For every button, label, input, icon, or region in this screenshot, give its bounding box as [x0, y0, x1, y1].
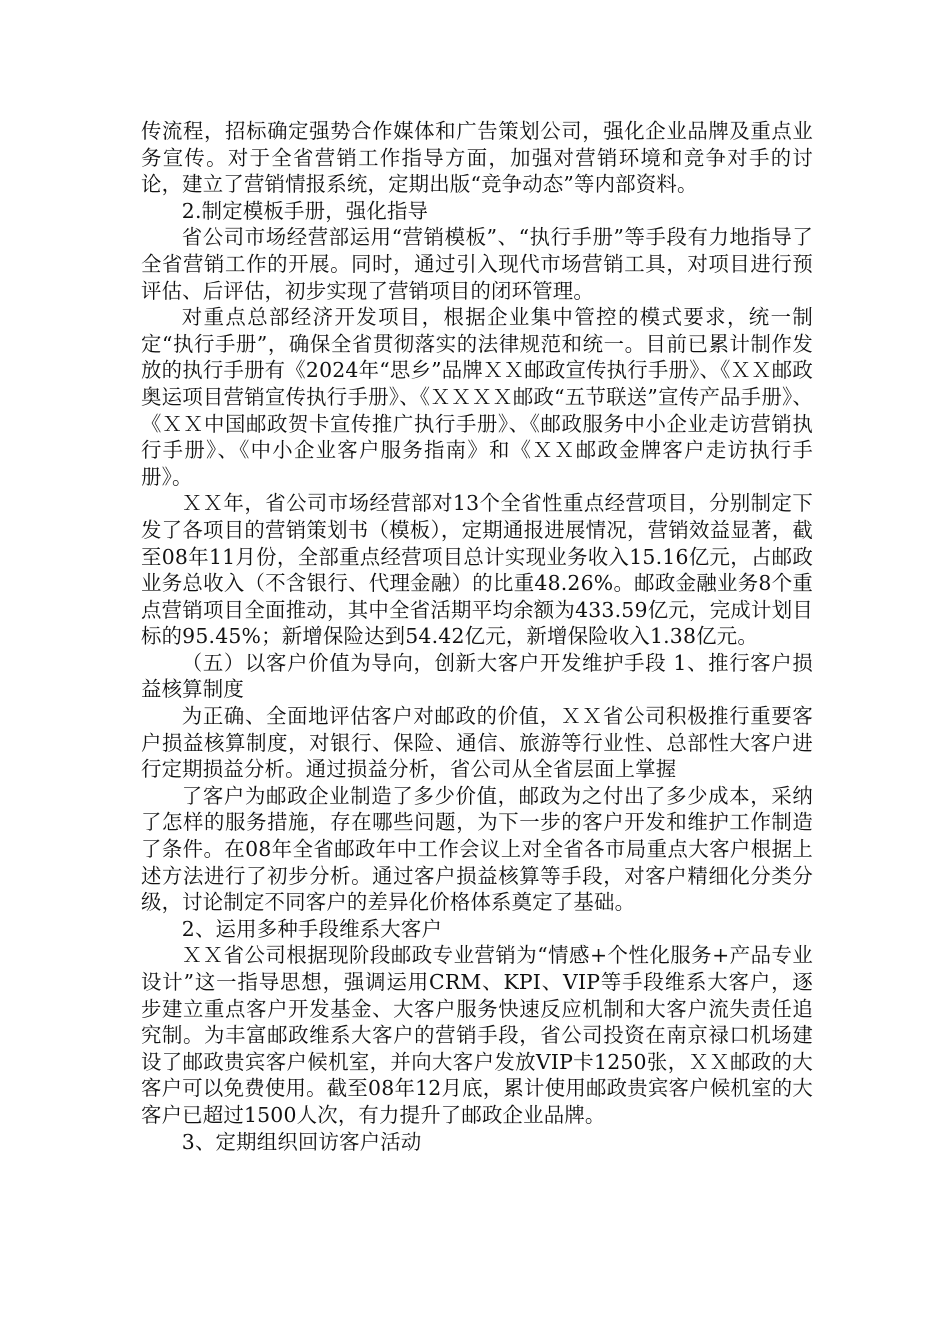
section-heading-customer-visits: 3、定期组织回访客户活动: [181, 1129, 422, 1154]
paragraph-profit-loss-accounting: 为正确、全面地评估客户对邮政的价值，ＸＸ省公司积极推行重要客户损益核算制度，对银行、保险、通信、旅游等行业性、总部性大客户进行定期损益分析。通过损益分析，省公司从全省层面上掌握: [141, 704, 813, 782]
section-heading-template-manual: 2.制定模板手册，强化指导: [181, 198, 429, 223]
paragraph-key-projects: ＸＸ年，省公司市场经营部对13个全省性重点经营项目，分别制定下发了各项目的营销策划书（模板），定期通报进展情况，营销效益显著，截至08年11月份，全部重点经营项目总计实现业务收入15.16亿元，占邮政业务总收入（不含银行、代理金融）的比重48.26%。邮政金融业务8个重点营销项目全面推动，其中全省活期平均余额为433.59亿元，完成计划目标的95.45%；新增保险达到54.42亿元，新增保险收入1.38亿元。: [141, 491, 813, 649]
paragraph-execution-manuals: 对重点总部经济开发项目，根据企业集中管控的模式要求，统一制定“执行手册”，确保全省贯彻落实的法律规范和统一。目前已累计制作发放的执行手册有《2024年“思乡”品牌ＸＸ邮政宣传执行手册》、《ＸＸ邮政奥运项目营销宣传执行手册》、《ＸＸＸＸ邮政“五节联送”宣传产品手册》、《ＸＸ中国邮政贺卡宣传推广执行手册》、《邮政服务中小企业走访营销执行手册》、《中小企业客户服务指南》和《ＸＸ邮政金牌客户走访执行手册》。: [141, 305, 813, 489]
section-heading-customer-value: （五）以客户价值为导向，创新大客户开发维护手段 1、推行客户损益核算制度: [141, 650, 813, 702]
paragraph-customer-value-analysis: 了客户为邮政企业制造了多少价值，邮政为之付出了多少成本，采纳了怎样的服务措施，存在哪些问题，为下一步的客户开发和维护工作制造了条件。在08年全省邮政年中工作会议上对全省各市局重点大客户根据上述方法进行了初步分析。通过客户损益核算等手段，对客户精细化分类分级，讨论制定不同客户的差异化价格体系奠定了基础。: [141, 783, 813, 915]
paragraph-vip-lounge: ＸＸ省公司根据现阶段邮政专业营销为“情感+个性化服务+产品专业设计”这一指导思想，强调运用CRM、KPI、VIP等手段维系大客户，逐步建立重点客户开发基金、大客户服务快速反应机制和大客户流失责任追究制。为丰富邮政维系大客户的营销手段，省公司投资在南京禄口机场建设了邮政贵宾客户候机室，并向大客户发放VIP卡1250张，ＸＸ邮政的大客户可以免费使用。截至08年12月底，累计使用邮政贵宾客户候机室的大客户已超过1500人次，有力提升了邮政企业品牌。: [141, 943, 813, 1127]
paragraph-marketing-template: 省公司市场经营部运用“营销模板”、“执行手册”等手段有力地指导了全省营销工作的开展。同时，通过引入现代市场营销工具，对项目进行预评估、后评估，初步实现了营销项目的闭环管理。: [141, 225, 813, 303]
section-heading-maintain-customers: 2、运用多种手段维系大客户: [181, 916, 443, 941]
document-body: [141, 118, 813, 1155]
paragraph-promotion-process: 传流程，招标确定强势合作媒体和广告策划公司，强化企业品牌及重点业务宣传。对于全省营销工作指导方面，加强对营销环境和竞争对手的讨论，建立了营销情报系统，定期出版“竞争动态”等内部资料。: [141, 119, 813, 197]
